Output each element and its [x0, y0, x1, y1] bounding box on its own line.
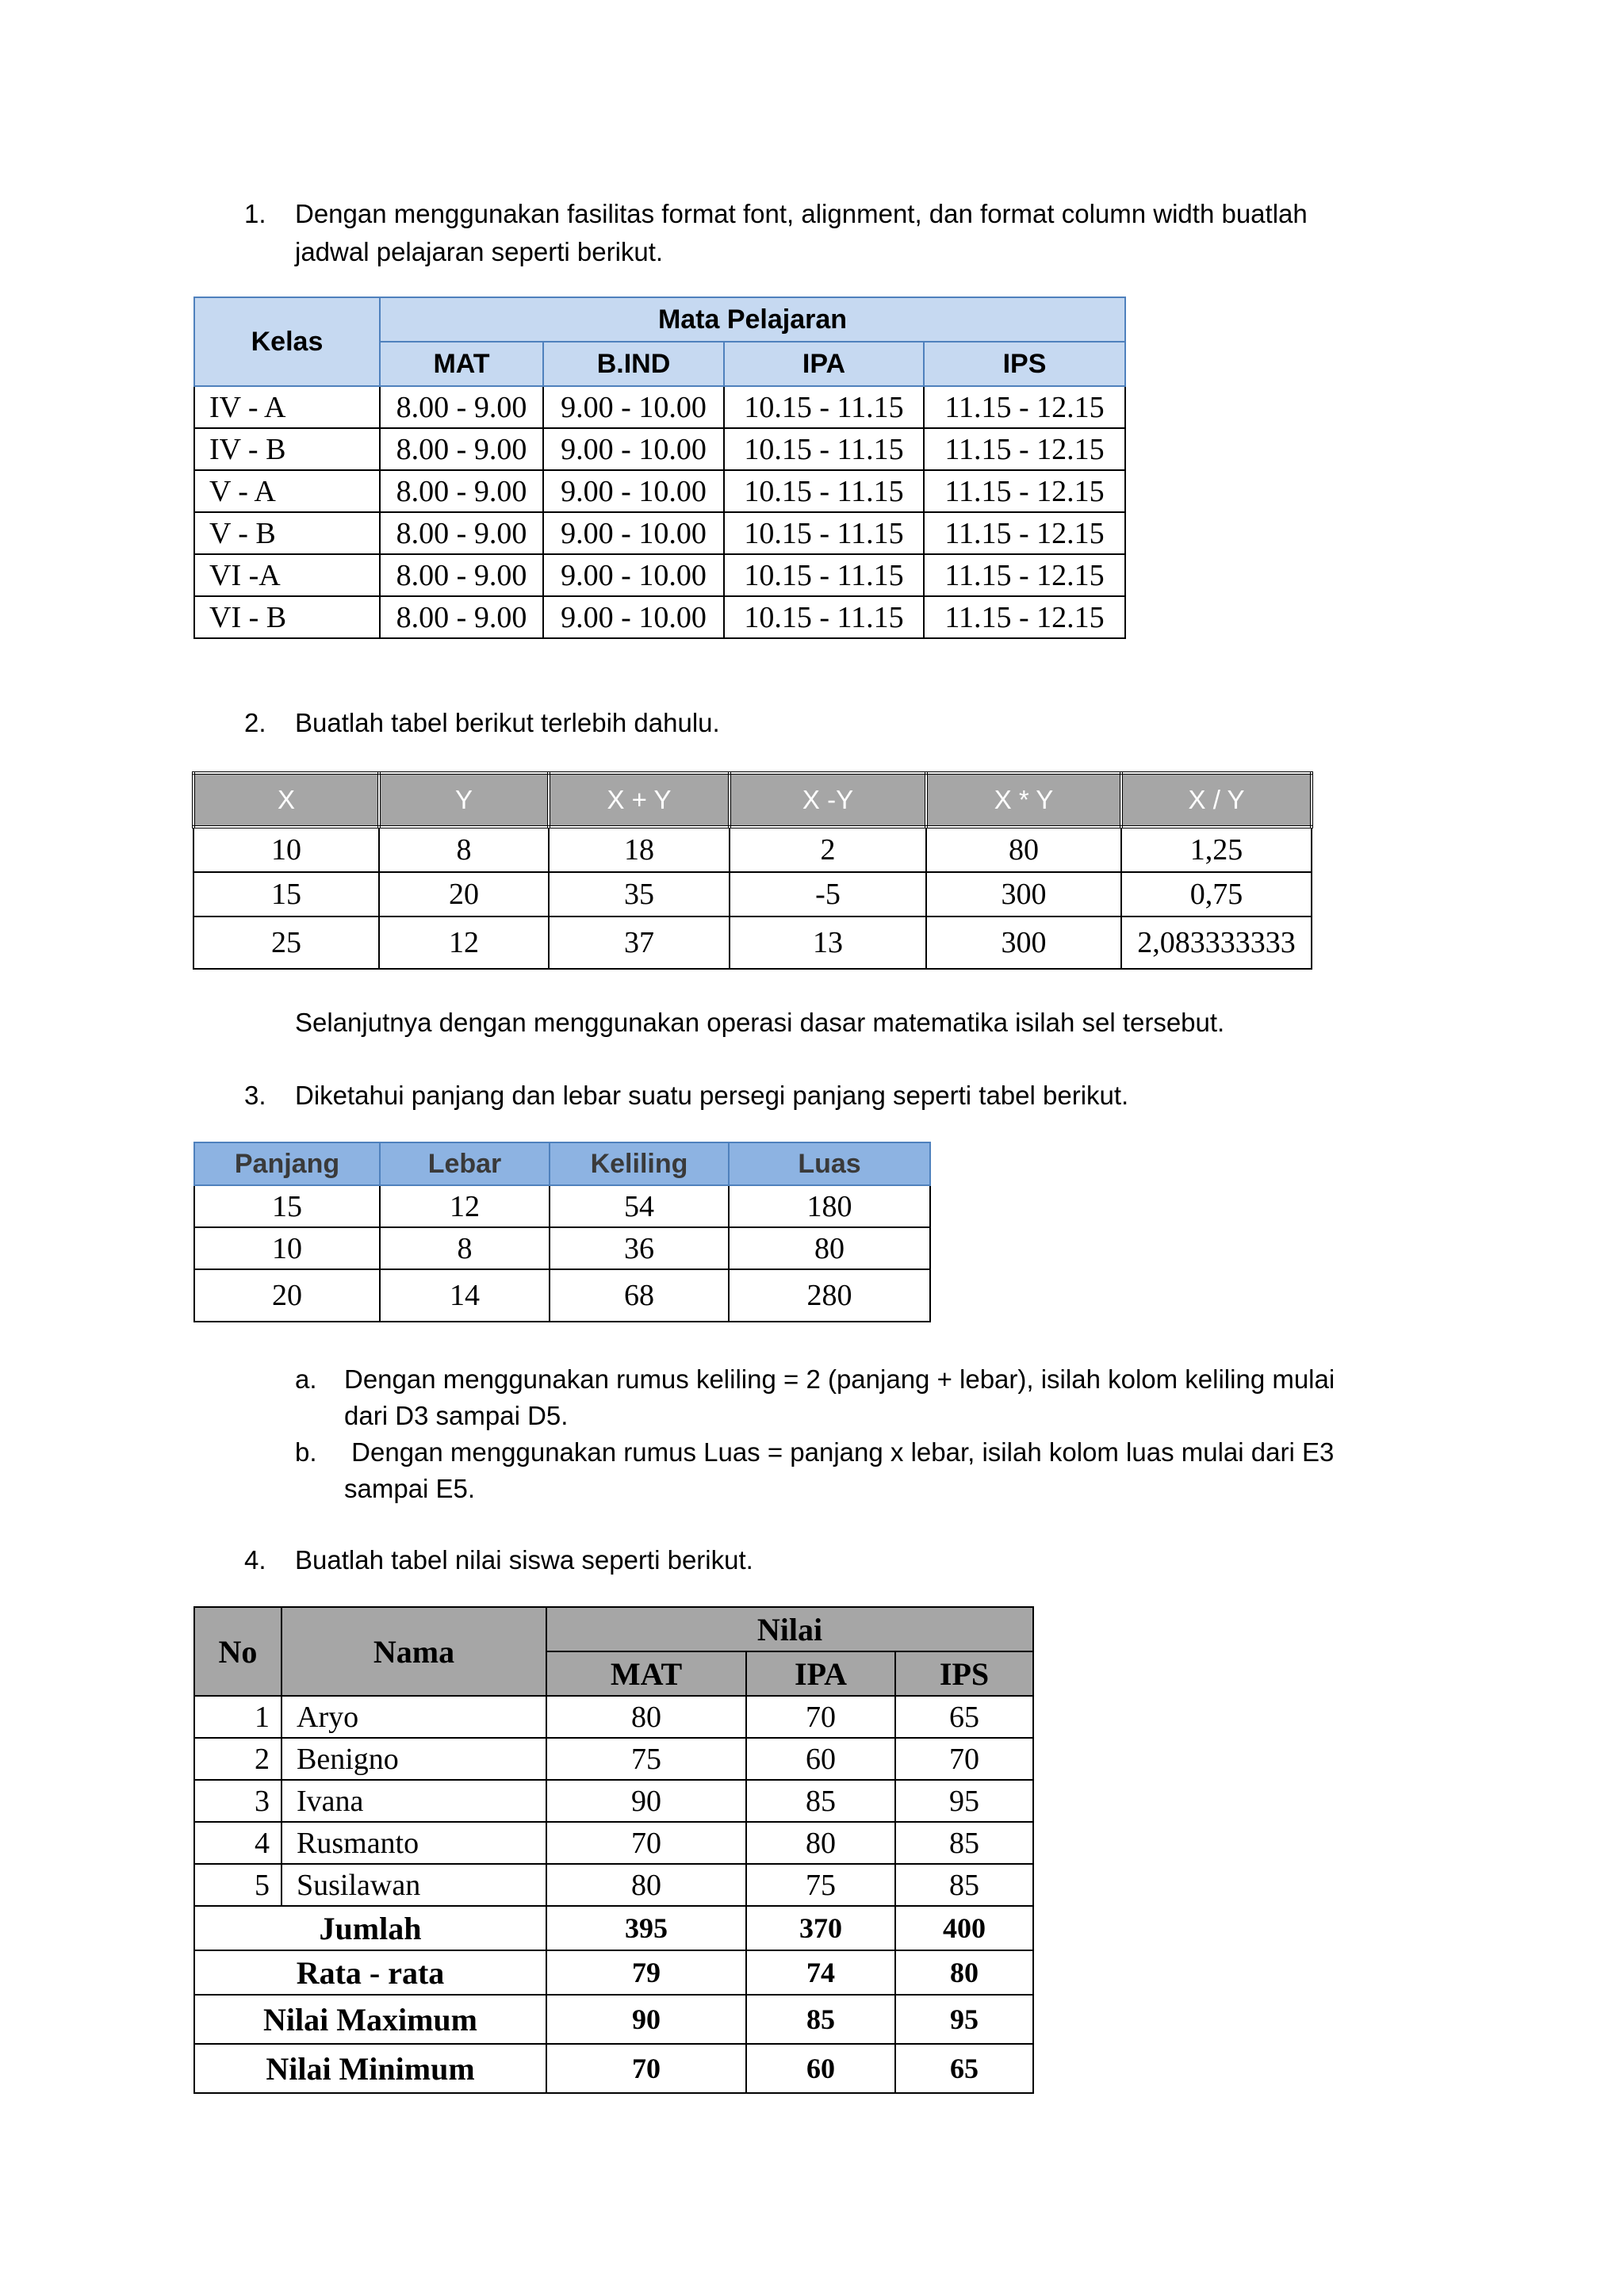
- table-cell: 70: [746, 1696, 895, 1738]
- summary-value: 395: [546, 1906, 746, 1950]
- subitem-a-label: a.: [295, 1364, 317, 1394]
- subitem-a-line1: Dengan menggunakan rumus keliling = 2 (panjang + lebar), isilah kolom keliling mulai: [344, 1364, 1335, 1394]
- table-cell: 9.00 - 10.00: [543, 596, 724, 638]
- table-cell: 60: [746, 1738, 895, 1780]
- header-panjang: Panjang: [194, 1142, 380, 1185]
- summary-label: Jumlah: [194, 1906, 546, 1950]
- table-cell: 80: [729, 1227, 930, 1269]
- table-cell: 80: [546, 1864, 746, 1906]
- table-cell: Rusmanto: [282, 1822, 546, 1864]
- table-cell: 9.00 - 10.00: [543, 512, 724, 554]
- table-cell: 10.15 - 11.15: [724, 554, 924, 596]
- header-nilai: Nilai: [546, 1607, 1033, 1651]
- summary-row-nilai-maximum: [194, 1995, 1033, 2044]
- table-cell: 20: [379, 872, 549, 916]
- table-cell: 11.15 - 12.15: [924, 386, 1125, 428]
- summary-value: 60: [746, 2044, 895, 2093]
- table-cell: 10.15 - 11.15: [724, 596, 924, 638]
- table-cell: 180: [729, 1185, 930, 1227]
- table-cell: 9.00 - 10.00: [543, 428, 724, 470]
- table-cell: 9.00 - 10.00: [543, 386, 724, 428]
- header-no: No: [194, 1607, 282, 1696]
- summary-value: 79: [546, 1950, 746, 1995]
- table-cell: 10.15 - 11.15: [724, 512, 924, 554]
- table-row: [194, 470, 1125, 512]
- table-cell: V - A: [194, 470, 380, 512]
- summary-value: 370: [746, 1906, 895, 1950]
- question-4-text: Buatlah tabel nilai siswa seperti berikut.: [295, 1545, 753, 1575]
- table-cell: 70: [546, 1822, 746, 1864]
- header-luas: Luas: [729, 1142, 930, 1185]
- question-2-instruction: Selanjutnya dengan menggunakan operasi dasar matematika isilah sel tersebut.: [295, 1008, 1225, 1037]
- table-cell: 80: [926, 827, 1121, 872]
- table-cell: 8.00 - 9.00: [380, 596, 543, 638]
- table-cell: 25: [193, 916, 379, 969]
- table-cell: 10: [193, 827, 379, 872]
- summary-value: 65: [895, 2044, 1033, 2093]
- table-cell: Susilawan: [282, 1864, 546, 1906]
- header-x-plus-y: X + Y: [549, 773, 730, 827]
- summary-value: 74: [746, 1950, 895, 1995]
- header-subject: IPS: [895, 1651, 1033, 1696]
- summary-value: 400: [895, 1906, 1033, 1950]
- table-cell: 85: [746, 1780, 895, 1822]
- table-cell: 2: [194, 1738, 282, 1780]
- table-cell: 8.00 - 9.00: [380, 470, 543, 512]
- question-3-text: Diketahui panjang dan lebar suatu persegi panjang seperti tabel berikut.: [295, 1081, 1129, 1110]
- table-cell: 90: [546, 1780, 746, 1822]
- table-row: [194, 1780, 1033, 1822]
- table-row: [194, 512, 1125, 554]
- question-1-text-line2: jadwal pelajaran seperti berikut.: [295, 237, 664, 266]
- table-row: [194, 1227, 930, 1269]
- table-cell: 15: [193, 872, 379, 916]
- summary-value: 90: [546, 1995, 746, 2044]
- question-2-number: 2.: [244, 708, 266, 737]
- table-cell: 1,25: [1121, 827, 1312, 872]
- summary-label: Rata - rata: [194, 1950, 546, 1995]
- header-subject: IPA: [724, 342, 924, 386]
- header-subject: B.IND: [543, 342, 724, 386]
- table-cell: Benigno: [282, 1738, 546, 1780]
- table-cell: 37: [549, 916, 730, 969]
- table-cell: 8: [380, 1227, 550, 1269]
- table-cell: Aryo: [282, 1696, 546, 1738]
- table-cell: 65: [895, 1696, 1033, 1738]
- summary-row-jumlah: [194, 1906, 1033, 1950]
- table-row: [194, 1185, 930, 1227]
- header-subject: MAT: [546, 1651, 746, 1696]
- header-y: Y: [379, 773, 549, 827]
- header-keliling: Keliling: [550, 1142, 729, 1185]
- schedule-table: [193, 297, 1126, 639]
- table-cell: 4: [194, 1822, 282, 1864]
- question-4-number: 4.: [244, 1545, 266, 1575]
- question-2-text: Buatlah tabel berikut terlebih dahulu.: [295, 708, 720, 737]
- table-row: [194, 1696, 1033, 1738]
- summary-value: 70: [546, 2044, 746, 2093]
- table-cell: 75: [546, 1738, 746, 1780]
- subitem-b-line1: Dengan menggunakan rumus Luas = panjang x lebar, isilah kolom luas mulai dari E3: [344, 1437, 1335, 1467]
- table-cell: 36: [550, 1227, 729, 1269]
- header-x-div-y: X / Y: [1121, 773, 1312, 827]
- table-cell: 2,083333333: [1121, 916, 1312, 969]
- header-x-times-y: X * Y: [926, 773, 1121, 827]
- table-cell: 11.15 - 12.15: [924, 596, 1125, 638]
- table-cell: 10.15 - 11.15: [724, 428, 924, 470]
- table-cell: IV - A: [194, 386, 380, 428]
- table-row: [194, 1864, 1033, 1906]
- table-cell: 11.15 - 12.15: [924, 470, 1125, 512]
- table-cell: 8.00 - 9.00: [380, 428, 543, 470]
- header-nama: Nama: [282, 1607, 546, 1696]
- table-cell: -5: [730, 872, 926, 916]
- header-subject: MAT: [380, 342, 543, 386]
- table-cell: 3: [194, 1780, 282, 1822]
- table-cell: 10.15 - 11.15: [724, 470, 924, 512]
- table-row: [194, 596, 1125, 638]
- question-1-number: 1.: [244, 199, 266, 228]
- header-x: X: [193, 773, 379, 827]
- table-cell: 35: [549, 872, 730, 916]
- table-cell: 11.15 - 12.15: [924, 512, 1125, 554]
- subitem-b-line2: sampai E5.: [344, 1474, 476, 1503]
- table-row: [194, 554, 1125, 596]
- table-cell: 300: [926, 916, 1121, 969]
- header-x-minus-y: X -Y: [730, 773, 926, 827]
- table-cell: 70: [895, 1738, 1033, 1780]
- table-cell: Ivana: [282, 1780, 546, 1822]
- summary-value: 80: [895, 1950, 1033, 1995]
- table-cell: 8: [379, 827, 549, 872]
- header-mata-pelajaran: Mata Pelajaran: [380, 297, 1125, 342]
- table-cell: 80: [546, 1696, 746, 1738]
- table-cell: 75: [746, 1864, 895, 1906]
- table-row: [194, 1269, 930, 1322]
- table-row: [194, 386, 1125, 428]
- table-cell: 2: [730, 827, 926, 872]
- table-cell: 12: [379, 916, 549, 969]
- rectangle-table: [193, 1142, 931, 1322]
- student-scores-table: [193, 1606, 1034, 2094]
- table-row: [194, 1738, 1033, 1780]
- table-cell: 0,75: [1121, 872, 1312, 916]
- table-cell: VI - B: [194, 596, 380, 638]
- table-cell: 9.00 - 10.00: [543, 554, 724, 596]
- table-row: [193, 872, 1312, 916]
- table-cell: 10.15 - 11.15: [724, 386, 924, 428]
- table-cell: 8.00 - 9.00: [380, 554, 543, 596]
- header-lebar: Lebar: [380, 1142, 550, 1185]
- table-cell: 8.00 - 9.00: [380, 512, 543, 554]
- table-cell: 95: [895, 1780, 1033, 1822]
- summary-label: Nilai Maximum: [194, 1995, 546, 2044]
- summary-value: 85: [746, 1995, 895, 2044]
- table-cell: 1: [194, 1696, 282, 1738]
- table-cell: 68: [550, 1269, 729, 1322]
- table-cell: 54: [550, 1185, 729, 1227]
- summary-row-rata-rata: [194, 1950, 1033, 1995]
- table-cell: 10: [194, 1227, 380, 1269]
- table-cell: 12: [380, 1185, 550, 1227]
- table-cell: 80: [746, 1822, 895, 1864]
- table-row: [193, 916, 1312, 969]
- table-cell: 11.15 - 12.15: [924, 428, 1125, 470]
- table-cell: 300: [926, 872, 1121, 916]
- table-cell: VI -A: [194, 554, 380, 596]
- header-subject: IPA: [746, 1651, 895, 1696]
- table-cell: V - B: [194, 512, 380, 554]
- math-operations-table: [192, 771, 1313, 970]
- table-cell: 9.00 - 10.00: [543, 470, 724, 512]
- table-cell: 11.15 - 12.15: [924, 554, 1125, 596]
- summary-row-nilai-minimum: [194, 2044, 1033, 2093]
- subitem-b-label: b.: [295, 1437, 317, 1467]
- table-cell: 85: [895, 1822, 1033, 1864]
- table-cell: 5: [194, 1864, 282, 1906]
- table-cell: 280: [729, 1269, 930, 1322]
- table-row: [194, 428, 1125, 470]
- table-cell: 14: [380, 1269, 550, 1322]
- summary-value: 95: [895, 1995, 1033, 2044]
- header-subject: IPS: [924, 342, 1125, 386]
- table-cell: 20: [194, 1269, 380, 1322]
- table-row: [193, 827, 1312, 872]
- table-cell: 18: [549, 827, 730, 872]
- summary-label: Nilai Minimum: [194, 2044, 546, 2093]
- question-1-text-line1: Dengan menggunakan fasilitas format font, alignment, dan format column width buatlah: [295, 199, 1308, 228]
- table-cell: 8.00 - 9.00: [380, 386, 543, 428]
- table-cell: 85: [895, 1864, 1033, 1906]
- table-cell: 15: [194, 1185, 380, 1227]
- table-cell: IV - B: [194, 428, 380, 470]
- subitem-a-line2: dari D3 sampai D5.: [344, 1401, 569, 1430]
- header-kelas: Kelas: [194, 297, 380, 386]
- question-3-number: 3.: [244, 1081, 266, 1110]
- table-row: [194, 1822, 1033, 1864]
- table-cell: 13: [730, 916, 926, 969]
